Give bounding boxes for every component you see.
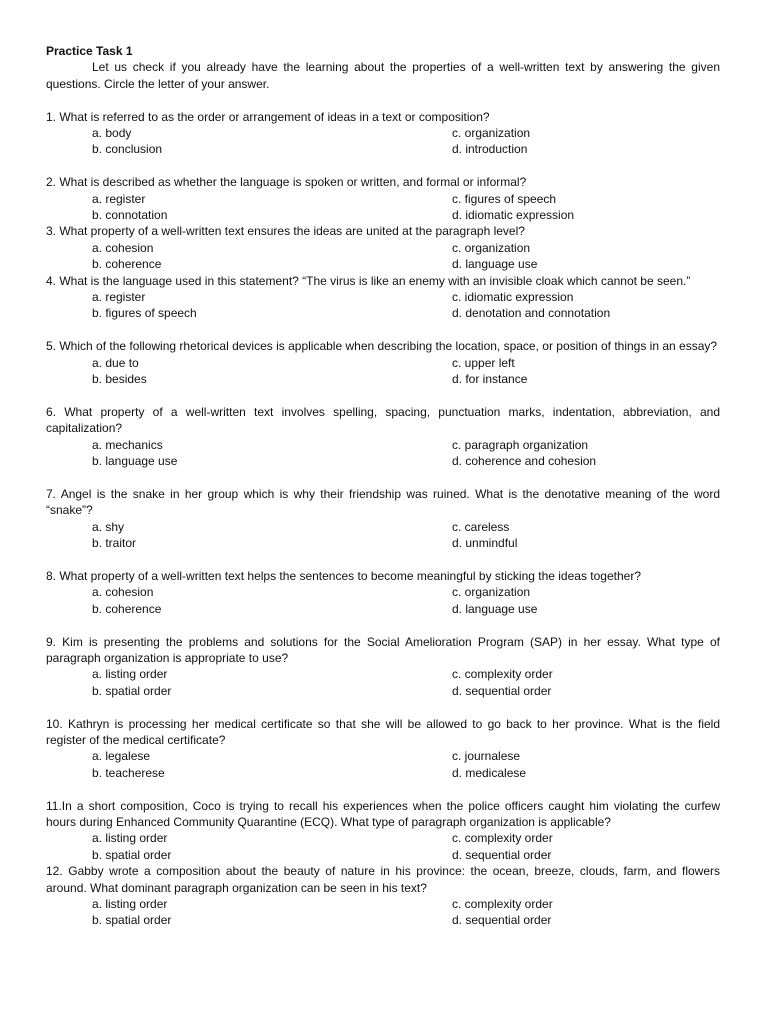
option-d: d. sequential order	[452, 913, 552, 928]
question-6	[46, 404, 720, 470]
question-text: 3. What property of a well-written text ensures the ideas are united at the paragraph level?	[46, 224, 525, 239]
question-8	[46, 568, 720, 617]
question-12	[46, 863, 720, 929]
option-d: d. language use	[452, 601, 538, 616]
question-11	[46, 798, 720, 864]
answer-options	[46, 355, 720, 388]
option-d: d. coherence and cohesion	[452, 454, 597, 469]
option-a: a. listing order	[92, 831, 168, 846]
worksheet-page	[46, 43, 720, 929]
option-d: d. language use	[452, 257, 538, 272]
question-text: 11.In a short composition, Coco is trying to recall his experiences when the police officers caught him violating the curfew hours during Enhanced Community Quarantine (ECQ). What type of paragraph organization is applicable?	[46, 798, 720, 829]
answer-options	[46, 830, 720, 863]
answer-options	[46, 584, 720, 617]
question-text: 10. Kathryn is processing her medical certificate so that she will be allowed to go back to her province. What is the field register of the medical certificate?	[46, 716, 720, 747]
option-a: a. legalese	[92, 749, 151, 764]
option-d: d. medicalese	[452, 765, 527, 780]
option-c: c. organization	[452, 126, 531, 141]
answer-options	[46, 666, 720, 699]
question-2	[46, 174, 720, 223]
question-text: 9. Kim is presenting the problems and solutions for the Social Amelioration Program (SAP) in her essay. What type of paragraph organization is appropriate to use?	[46, 634, 720, 665]
option-b: b. coherence	[92, 257, 162, 272]
option-c: c. complexity order	[452, 831, 553, 846]
question-text: 8. What property of a well-written text helps the sentences to become meaningful by sticking the ideas together?	[46, 568, 641, 583]
answer-options	[46, 191, 720, 224]
question-text: 5. Which of the following rhetorical devices is applicable when describing the location, space, or position of things in an essay?	[46, 339, 718, 354]
option-a: a. mechanics	[92, 437, 163, 452]
option-a: a. cohesion	[92, 585, 154, 600]
option-b: b. conclusion	[92, 142, 163, 157]
question-text: 4. What is the language used in this statement? “The virus is like an enemy with an invisible cloak which cannot be seen.”	[46, 273, 691, 288]
question-5	[46, 338, 720, 387]
option-b: b. spatial order	[92, 847, 172, 862]
option-b: b. connotation	[92, 208, 168, 223]
answer-options	[46, 437, 720, 470]
option-b: b. coherence	[92, 601, 162, 616]
option-d: d. idiomatic expression	[452, 208, 575, 223]
answer-options	[46, 896, 720, 929]
question-text: 12. Gabby wrote a composition about the beauty of nature in his province: the ocean, breeze, clouds, farm, and flowers around. What dominant paragraph organization can be seen in his text?	[46, 864, 720, 895]
option-c: c. idiomatic expression	[452, 290, 574, 305]
question-3	[46, 223, 720, 272]
option-d: d. introduction	[452, 142, 528, 157]
option-d: d. for instance	[452, 372, 528, 387]
option-d: d. sequential order	[452, 847, 552, 862]
page-title: Practice Task 1	[46, 44, 133, 58]
answer-options	[46, 748, 720, 781]
option-a: a. cohesion	[92, 240, 154, 255]
option-c: c. complexity order	[452, 667, 553, 682]
option-a: a. listing order	[92, 896, 168, 911]
option-b: b. spatial order	[92, 913, 172, 928]
question-1	[46, 109, 720, 158]
answer-options	[46, 240, 720, 273]
option-b: b. traitor	[92, 536, 137, 551]
option-b: b. besides	[92, 372, 147, 387]
instructions: Let us check if you already have the learning about the properties of a well-written text by answering the given questions. Circle the letter of your answer.	[46, 60, 720, 91]
option-b: b. language use	[92, 454, 178, 469]
option-a: a. listing order	[92, 667, 168, 682]
question-text: 1. What is referred to as the order or arrangement of ideas in a text or composition?	[46, 109, 490, 124]
question-9	[46, 634, 720, 700]
answer-options	[46, 125, 720, 158]
option-a: a. register	[92, 191, 146, 206]
question-7	[46, 486, 720, 552]
option-c: c. paragraph organization	[452, 437, 589, 452]
option-c: c. complexity order	[452, 896, 553, 911]
option-c: c. organization	[452, 585, 531, 600]
question-text: 6. What property of a well-written text involves spelling, spacing, punctuation marks, indentation, abbreviation, and capitalization?	[46, 404, 720, 436]
option-d: d. sequential order	[452, 683, 552, 698]
option-c: c. journalese	[452, 749, 521, 764]
option-a: a. body	[92, 126, 132, 141]
option-b: b. spatial order	[92, 683, 172, 698]
option-b: b. figures of speech	[92, 306, 197, 321]
option-d: d. unmindful	[452, 536, 518, 551]
option-a: a. shy	[92, 519, 125, 534]
answer-options	[46, 519, 720, 552]
option-a: a. register	[92, 290, 146, 305]
option-c: c. careless	[452, 519, 510, 534]
option-c: c. upper left	[452, 355, 515, 370]
option-d: d. denotation and connotation	[452, 306, 611, 321]
question-text: 7. Angel is the snake in her group which is why their friendship was ruined. What is the denotative meaning of the word “snake”?	[46, 486, 720, 518]
option-b: b. teacherese	[92, 765, 165, 780]
question-10	[46, 716, 720, 782]
option-c: c. organization	[452, 240, 531, 255]
option-a: a. due to	[92, 355, 139, 370]
question-text: 2. What is described as whether the language is spoken or written, and formal or informal?	[46, 175, 527, 190]
answer-options	[46, 289, 720, 322]
option-c: c. figures of speech	[452, 191, 557, 206]
question-4	[46, 273, 720, 322]
